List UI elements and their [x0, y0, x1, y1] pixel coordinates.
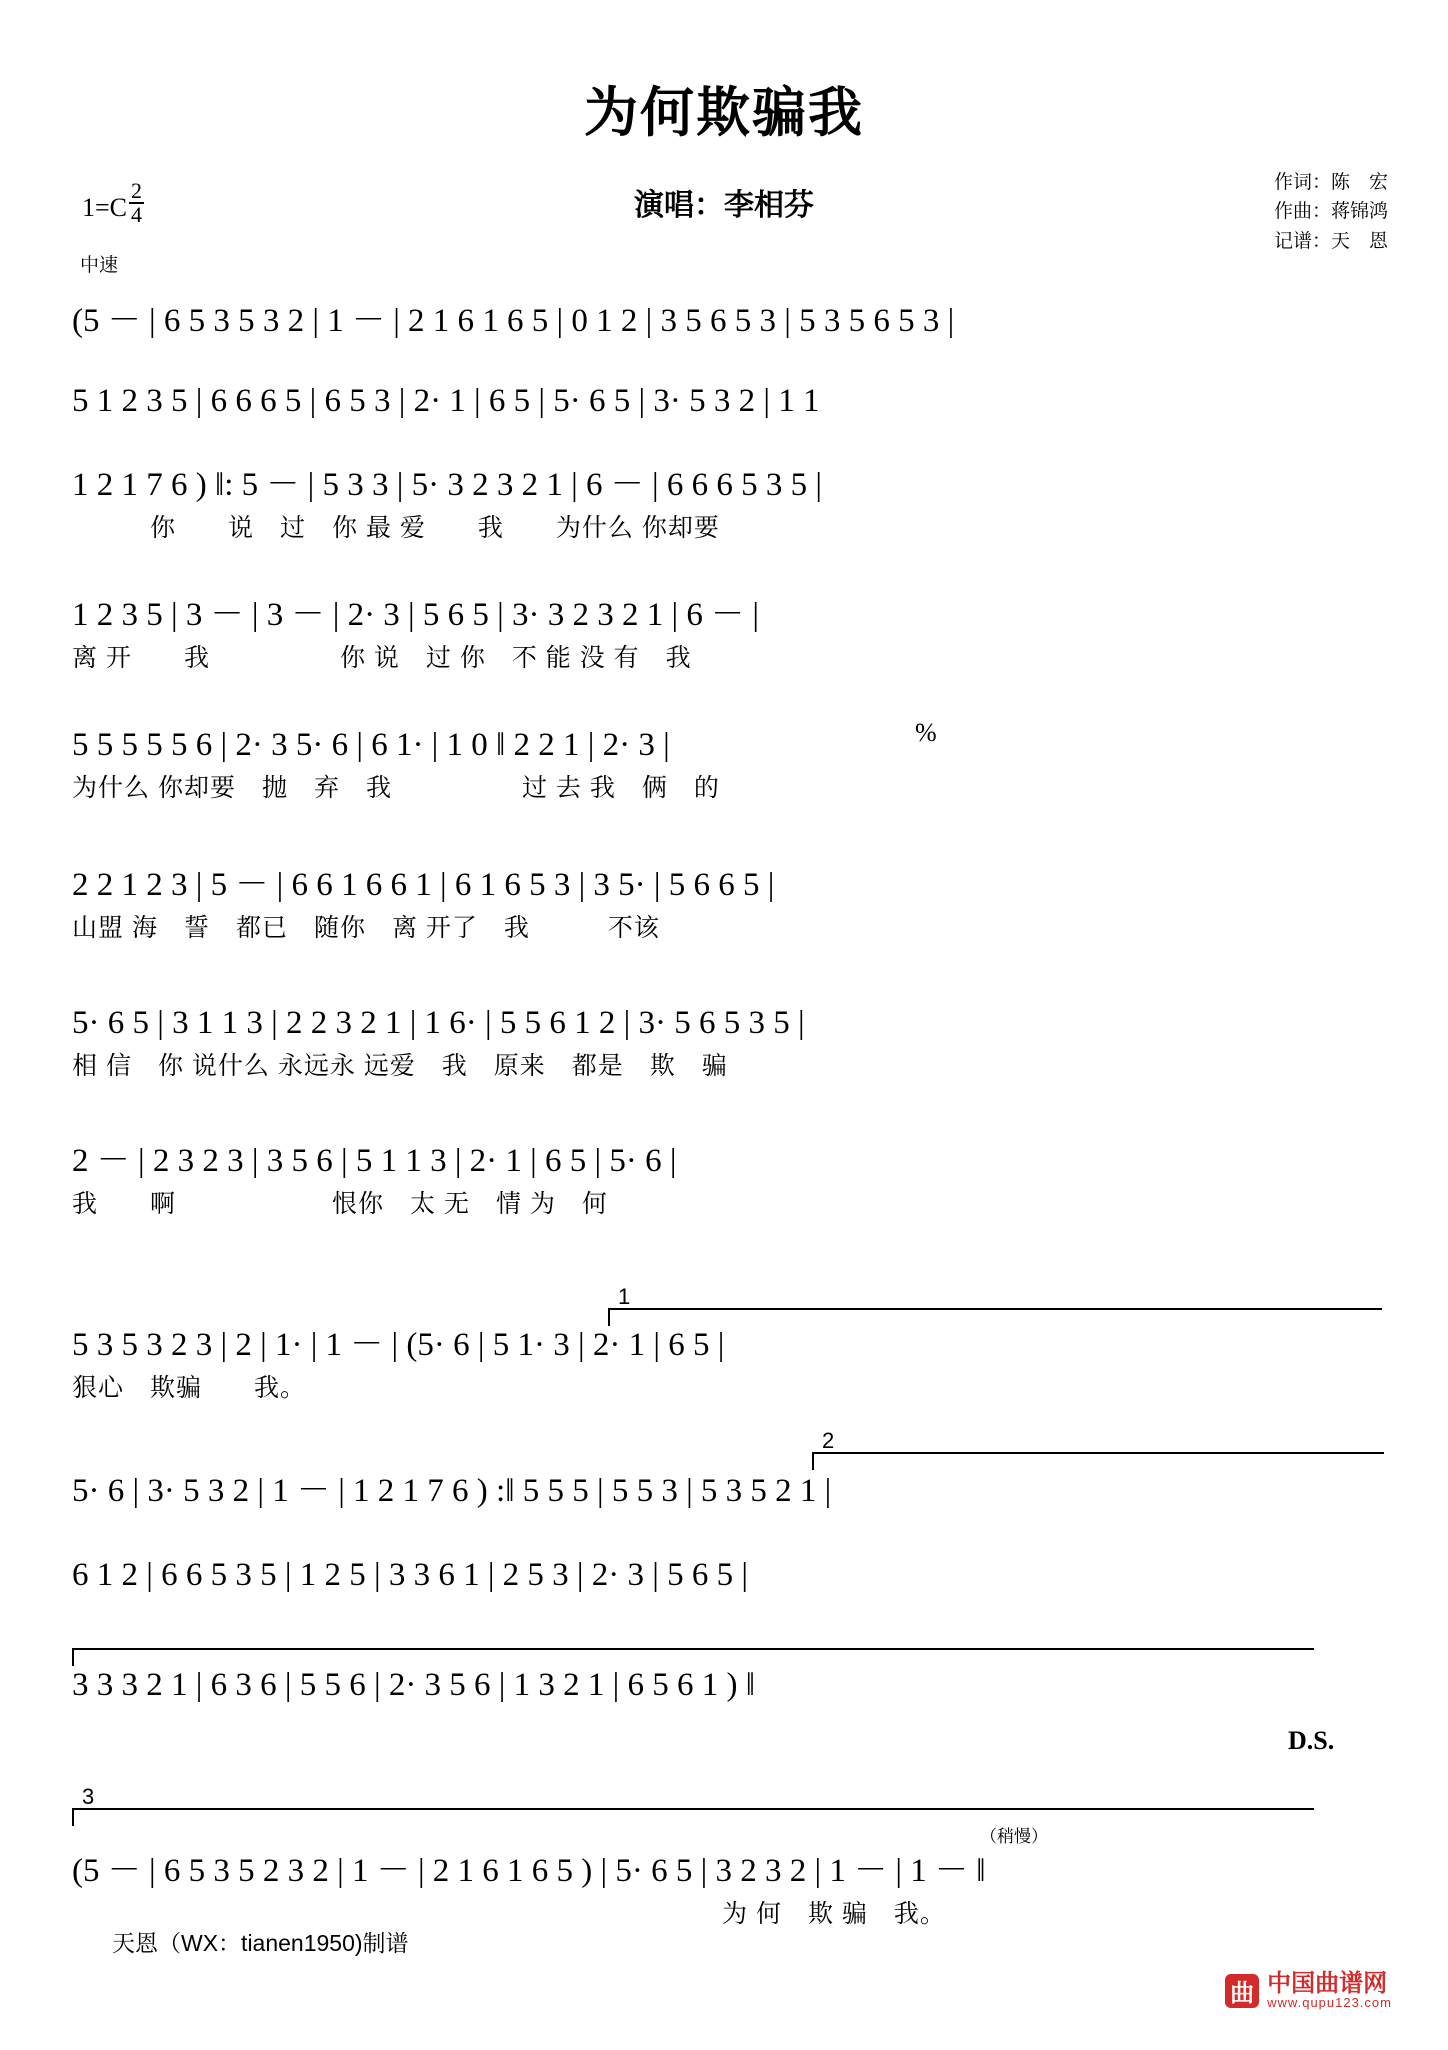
notes-row: 6 1 2 | 6 6 5 3 5 | 1 2 5 | 3 3 6 1 | 2 5 3 | 2· 3 | 5 6 5 |	[72, 1557, 748, 1593]
segno-icon: %	[915, 718, 937, 747]
notes-row: 5· 6 5 | 3 1 1 3 | 2 2 3 2 1 | 1 6· | 5 5 6 1 2 | 3· 5 6 5 3 5 |	[72, 1005, 805, 1041]
lyrics-row: 为什么 你却要 抛 弃 我 过 去 我 俩 的	[72, 774, 720, 802]
key-text: 1=C	[82, 193, 128, 222]
notes-row: 3 3 3 2 1 | 6 3 6 | 5 5 6 | 2· 3 5 6 | 1 3 2 1 | 6 5 6 1 ) ‖	[72, 1667, 756, 1703]
notes-row: 5 5 5 5 5 6 | 2· 3 5· 6 | 6 1· | 1 0 ‖ 2 2 1 | 2· 3 |	[72, 727, 670, 763]
notes-row: 2 2 1 2 3 | 5 － | 6 6 1 6 6 1 | 6 1 6 5 3 | 3 5· | 5 6 6 5 |	[72, 867, 775, 903]
lyrics-row: 离 开 我 你 说 过 你 不 能 没 有 我	[72, 644, 692, 672]
staff-line-6	[72, 862, 1382, 948]
lyrics-row: 相 信 你 说什么 永远永 远爱 我 原来 都是 欺 骗	[72, 1052, 728, 1080]
staff-line-4	[72, 592, 1382, 678]
watermark-text	[1267, 1971, 1392, 2010]
notes-row: 5 3 5 3 2 3 | 2 | 1· | 1 － | (5· 6 | 5 1· 3 | 2· 1 | 6 5 |	[72, 1327, 725, 1363]
lyrics-row: 山盟 海 誓 都已 随你 离 开了 我 不该	[72, 914, 660, 942]
lyrics-row: 狠心 欺骗 我。	[72, 1374, 307, 1402]
lyrics-row: 为 何 欺 骗 我。	[72, 1900, 946, 1928]
ending-number-2: 2	[822, 1428, 835, 1453]
time-signature	[129, 180, 144, 226]
notes-row: (5 － | 6 5 3 5 3 2 | 1 － | 2 1 6 1 6 5 | 0 1 2 | 3 5 6 5 3 | 5 3 5 6 5 3 |	[72, 303, 955, 339]
notes-row: 5 1 2 3 5 | 6 6 6 5 | 6 5 3 | 2· 1 | 6 5 | 5· 6 5 | 3· 5 3 2 | 1 1	[72, 383, 820, 419]
notator-credit: 记谱：天 恩	[1273, 230, 1388, 252]
staff-line-9	[72, 1322, 1382, 1408]
ds-marking: D.S.	[1288, 1726, 1335, 1755]
staff-line-13	[72, 1848, 1382, 1934]
site-watermark	[1225, 1971, 1392, 2010]
singer-label: 演唱：李相芬	[634, 189, 814, 222]
staff-line-12	[72, 1662, 1382, 1708]
watermark-logo-icon: 曲	[1225, 1974, 1259, 2008]
notes-row: 1 2 3 5 | 3 － | 3 － | 2· 3 | 5 6 5 | 3· 3 2 3 2 1 | 6 － |	[72, 597, 759, 633]
lyricist-credit: 作词：陈 宏	[1273, 172, 1388, 193]
staff-line-3	[72, 462, 1382, 548]
ending-number-3: 3	[82, 1784, 95, 1809]
time-signature-numerator: 2	[131, 178, 143, 203]
lyrics-row: 我 啊 恨你 太 无 情 为 何	[72, 1190, 608, 1218]
tempo-marking: 中速	[80, 255, 119, 276]
watermark-site-name: 中国曲谱网	[1267, 1970, 1388, 1998]
watermark-site-url: www.qupu123.com	[1267, 1995, 1392, 2011]
staff-line-2	[72, 378, 1382, 424]
key-signature	[82, 180, 144, 226]
notes-row: 1 2 1 7 6 ) ‖: 5 － | 5 3 3 | 5· 3 2 3 2 1 | 6 － | 6 6 6 5 3 5 |	[72, 467, 822, 503]
staff-line-10	[72, 1468, 1382, 1514]
notes-row: 2 － | 2 3 2 3 | 3 5 6 | 5 1 1 3 | 2· 1 | 6 5 | 5· 6 |	[72, 1143, 677, 1179]
ending-number-1: 1	[618, 1284, 631, 1309]
staff-line-11	[72, 1552, 1382, 1598]
notes-row: 5· 6 | 3· 5 3 2 | 1 － | 1 2 1 7 6 ) :‖ 5 5 5 | 5 5 3 | 5 3 5 2 1 |	[72, 1473, 832, 1509]
notation-credit-footer: 天恩（WX：tianen1950)制谱	[112, 1930, 409, 1956]
lyrics-row: 你 说 过 你 最 爱 我 为什么 你却要	[72, 514, 720, 542]
notes-row: (5 － | 6 5 3 5 2 3 2 | 1 － | 2 1 6 1 6 5 ) | 5· 6 5 | 3 2 3 2 | 1 － | 1 － ‖	[72, 1853, 986, 1889]
time-signature-denominator: 4	[131, 202, 143, 227]
ending-bracket-3	[72, 1784, 1314, 1826]
page-title: 为何欺骗我	[584, 83, 864, 143]
credits-block	[1274, 168, 1388, 256]
staff-line-5	[72, 722, 1382, 808]
slow-marking: （稍慢）	[980, 1827, 1048, 1846]
staff-line-7	[72, 1000, 1382, 1086]
staff-line-1	[72, 298, 1382, 344]
staff-line-8	[72, 1138, 1382, 1224]
composer-credit: 作曲：蒋锦鸿	[1273, 201, 1388, 223]
